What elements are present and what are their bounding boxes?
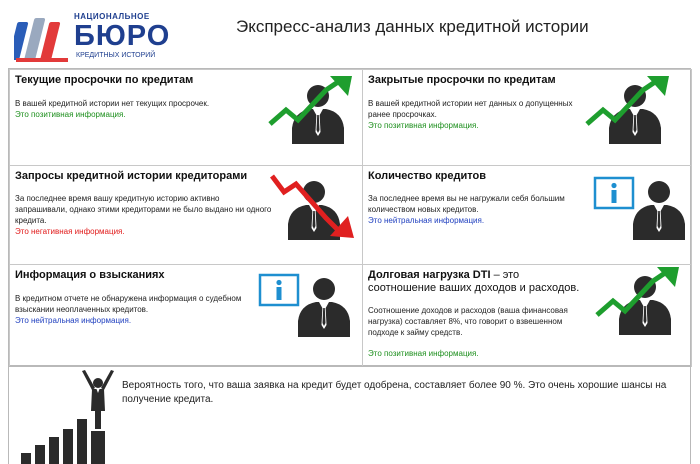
- businessman-arrow-up-icon: [595, 267, 687, 337]
- card-status: Это негативная информация.: [15, 227, 125, 236]
- approval-summary: [8, 366, 691, 464]
- card-body: [368, 98, 573, 131]
- card-status: Это позитивная информация.: [368, 349, 479, 358]
- card-text: За последнее время вы не нагружали себя большим количеством новых кредитов.: [368, 194, 565, 214]
- card-text: За последнее время вашу кредитную историю активно запрашивали, однако этими кредиторами не было выдано ни одного кредита.: [15, 194, 272, 225]
- card-title: Информация о взысканиях: [15, 269, 165, 281]
- card-text: В вашей кредитной истории нет текущих просрочек.: [15, 99, 210, 108]
- card-creditor-requests: [9, 165, 363, 265]
- winner-on-bar-chart-icon: [19, 369, 119, 464]
- card-title-line2: соотношение ваших доходов и расходов.: [368, 282, 580, 294]
- card-text: В кредитном отчете не обнаружена информация о судебном взыскании неоплаченных кредитов.: [15, 294, 242, 314]
- card-loan-count: [362, 165, 692, 265]
- card-title: Закрытые просрочки по кредитам: [368, 74, 556, 86]
- logo-main-text: БЮРО: [74, 20, 171, 52]
- bureau-logo: [14, 12, 171, 64]
- card-status: Это позитивная информация.: [368, 121, 479, 130]
- card-title: Текущие просрочки по кредитам: [15, 74, 194, 86]
- card-title-rest: – это: [490, 269, 520, 281]
- card-body: [15, 293, 255, 326]
- card-title: Запросы кредитной истории кредиторами: [15, 170, 248, 182]
- card-dti: [362, 264, 692, 367]
- card-text: В вашей кредитной истории нет данных о допущенных ранее просрочках.: [368, 99, 573, 119]
- card-body: [368, 193, 573, 226]
- businessman-arrow-down-icon: [270, 170, 362, 242]
- card-collections: [9, 264, 363, 367]
- logo-emblem-icon: [14, 12, 72, 64]
- card-title: [368, 269, 519, 281]
- card-status: Это позитивная информация.: [15, 110, 126, 119]
- card-closed-overdue: [362, 69, 692, 166]
- businessman-arrow-up-icon: [268, 76, 360, 146]
- report-header: [0, 0, 700, 68]
- analysis-grid: [8, 68, 691, 366]
- logo-sub-text: КРЕДИТНЫХ ИСТОРИЙ: [76, 52, 156, 59]
- businessman-info-icon: [258, 267, 356, 339]
- card-title: Количество кредитов: [368, 170, 486, 182]
- card-current-overdue: [9, 69, 363, 166]
- card-status: Это нейтральная информация.: [368, 216, 485, 225]
- card-body: [15, 98, 255, 120]
- businessman-arrow-up-icon: [585, 76, 677, 146]
- card-body: [368, 305, 583, 359]
- card-status: Это нейтральная информация.: [15, 316, 132, 325]
- card-body: [15, 193, 273, 237]
- card-title-bold: Долговая нагрузка DTI: [368, 269, 491, 281]
- businessman-info-icon: [593, 170, 691, 242]
- card-text: Соотношение доходов и расходов (ваша финансовая нагрузка) составляет 8%, что говорит о взвешенном подходе к займу средств.: [368, 306, 568, 337]
- approval-probability-text: Вероятность того, что ваша заявка на кредит будет одобрена, составляет более 90 %. Это очень хорошие шансы на получение кредита.: [122, 380, 667, 405]
- page-title: Экспресс-анализ данных кредитной истории: [236, 17, 589, 36]
- logo-top-text: НАЦИОНАЛЬНОЕ: [74, 12, 150, 21]
